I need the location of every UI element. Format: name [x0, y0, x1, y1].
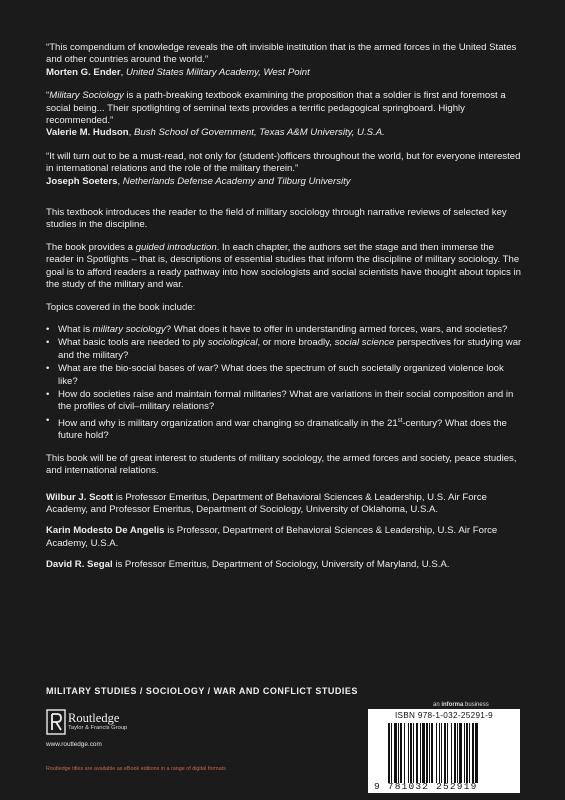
list-item [46, 389, 524, 414]
barcode-bar [431, 723, 433, 783]
endorsement-2 [46, 90, 524, 140]
barcode-bar [441, 723, 442, 783]
bullet-icon: • [46, 388, 50, 400]
text-span: What are the bio-social bases of war? What does the spectrum of such societally organized violence look like? [58, 363, 504, 387]
quote-attribution: Morten G. Ender, United States Military Academy, West Point [46, 66, 310, 78]
author-description: is Professor Emeritus, Department of Sociology, University of Maryland, U.S.A. [112, 559, 450, 571]
brand-span: informa [441, 702, 464, 708]
interest-paragraph: This book will be of great interest to students of military sociology, the armed forces and society, peace studies, and international relations. [46, 452, 517, 477]
endorser-name: Joseph Soeters [46, 175, 118, 187]
author-description: is Professor Emeritus, Department of Behavioral Sciences & Leadership, U.S. Air Force Academy, and Professor Emeritus, Department of Sociology, University of Oklahoma, U.S.A. [46, 491, 487, 515]
publisher-website[interactable]: www.routledge.com [46, 741, 102, 748]
superscript: st [397, 417, 403, 424]
barcode-bar [466, 723, 468, 783]
barcode-bar [404, 723, 405, 783]
barcode-bar [472, 723, 474, 783]
italic-span: sociological [207, 337, 258, 349]
barcode-number: 9 781032 252919 [374, 781, 478, 792]
barcode-bar [410, 723, 412, 783]
list-item [46, 324, 524, 336]
endorsement-3 [46, 151, 524, 188]
barcode-bar [416, 723, 418, 783]
barcode-bar [408, 723, 409, 783]
text-span: The book provides a [46, 241, 136, 253]
barcode-bar [447, 723, 448, 783]
text-span: , or more broadly, [257, 337, 335, 349]
isbn-label: ISBN 978-1-032-25291-9 [394, 711, 494, 720]
bullet-icon: • [46, 363, 50, 375]
topics-heading: Topics covered in the book include: [46, 301, 196, 313]
barcode-bars [388, 723, 514, 783]
author-name: Karin Modesto De Angelis [46, 525, 165, 537]
quote-text: “This compendium of knowledge reveals the oft invisible institution that is the armed forces in the United States and other countries around the world.” [46, 42, 517, 66]
barcode-bar [413, 723, 414, 783]
barcode-bar [444, 723, 446, 783]
author-bio [46, 492, 524, 517]
author-name: Wilbur J. Scott [46, 491, 114, 503]
routledge-logo-icon [46, 709, 66, 735]
text-span: an [433, 702, 442, 708]
barcode-bar [400, 723, 402, 783]
barcode-bar [420, 723, 421, 783]
intro-paragraph: This textbook introduces the reader to the field of military sociology through narrative reviews of selected key studies in the discipline. [46, 207, 507, 231]
endorser-affiliation: Bush School of Government, Texas A&M University, U.S.A. [133, 127, 385, 139]
italic-span: military sociology [92, 323, 166, 335]
endorser-name: Morten G. Ender [46, 66, 121, 78]
text-span: What basic tools are needed to ply [58, 337, 208, 349]
barcode-bar [457, 723, 458, 783]
barcode-bar [439, 723, 440, 783]
cover-text [46, 42, 524, 581]
barcode-bar [436, 723, 437, 783]
text-span: What is [58, 323, 93, 335]
quote-attribution: Valerie M. Hudson, Bush School of Government, Texas A&M University, U.S.A. [46, 127, 385, 139]
barcode-bar [422, 723, 425, 783]
list-item [46, 363, 524, 388]
quote-attribution: Joseph Soeters, Netherlands Defense Academy and Tilburg University [46, 175, 351, 187]
barcode-bar [398, 723, 399, 783]
quote-body: is a path-breaking textbook examining the proposition that a soldier is first and foremost a social being... Their spotlighting of seminal texts provides a terrific pedagogical springboard. Highly recommended.” [46, 90, 506, 127]
author-description: is Professor, Department of Behavioral Sciences & Leadership, U.S. Air Force Academy, U.S.A. [46, 525, 498, 549]
book-title: Military Sociology [49, 90, 124, 102]
isbn-barcode [368, 709, 520, 793]
barcode-bar [475, 723, 478, 783]
endorsement-1 [46, 42, 524, 79]
guided-paragraph [46, 242, 524, 292]
text-span: -century? What does the future hold? [58, 417, 507, 442]
author-bio [46, 559, 524, 571]
quote-text [46, 90, 524, 127]
barcode-bar [429, 723, 430, 783]
quote-text: “It will turn out to be a must-read, not only for (student-)officers throughout the world, but for everyone interested in international relations and the role of the military therein.” [46, 150, 521, 175]
text-span: ? What does it have to offer in understanding armed forces, wars, and societies? [165, 323, 508, 335]
author-name: David R. Segal [46, 559, 113, 571]
topics-list [46, 324, 524, 443]
italic-span: social science [334, 337, 395, 349]
author-bio [46, 525, 524, 550]
barcode-bar [454, 723, 456, 783]
endorser-affiliation: Netherlands Defense Academy and Tilburg University [122, 175, 351, 187]
text-span: How and why is military organization and war changing so dramatically in the 21 [58, 417, 398, 429]
barcode-bar [391, 723, 392, 783]
barcode-bar [451, 723, 452, 783]
barcode-bar [464, 723, 465, 783]
bullet-icon: • [46, 323, 50, 335]
barcode-bar [459, 723, 462, 783]
barcode-bar [394, 723, 397, 783]
bullet-icon: • [46, 337, 50, 349]
publisher-group: Taylor & Francis Group [68, 725, 128, 731]
barcode-bar [426, 723, 428, 783]
text-span: business [463, 702, 489, 708]
endorser-name: Valerie M. Hudson [46, 127, 129, 139]
list-item [46, 337, 524, 362]
bullet-icon: • [46, 414, 50, 426]
text-span: . In each chapter, the authors set the stage and then immerse the reader in Spotlights – that is, descriptions of essential studies that inform the discipline of military sociology. The goal is to afford readers a ready pathway into how sociologists and social scientists have thought about topics in the study of the military and war. [46, 241, 521, 291]
informa-business-label [433, 702, 489, 708]
list-item [46, 415, 524, 443]
text-span: How do societies raise and maintain formal militaries? What are variations in their social composition and in the profiles of civil–military relations? [58, 388, 514, 413]
italic-span: guided introduction [135, 241, 217, 253]
endorser-affiliation: United States Military Academy, West Point [125, 66, 310, 78]
text-span: perspectives for studying war and the military? [58, 337, 522, 361]
quote-open-mark: “ [46, 90, 50, 102]
publisher-name: Routledge [68, 711, 120, 725]
subject-categories: MILITARY STUDIES / SOCIOLOGY / WAR AND CONFLICT STUDIES [46, 686, 358, 696]
barcode-bar [388, 723, 390, 783]
ebook-note: Routledge titles are available as eBook editions in a range of digital formats [46, 766, 226, 772]
barcode-bar [469, 723, 470, 783]
